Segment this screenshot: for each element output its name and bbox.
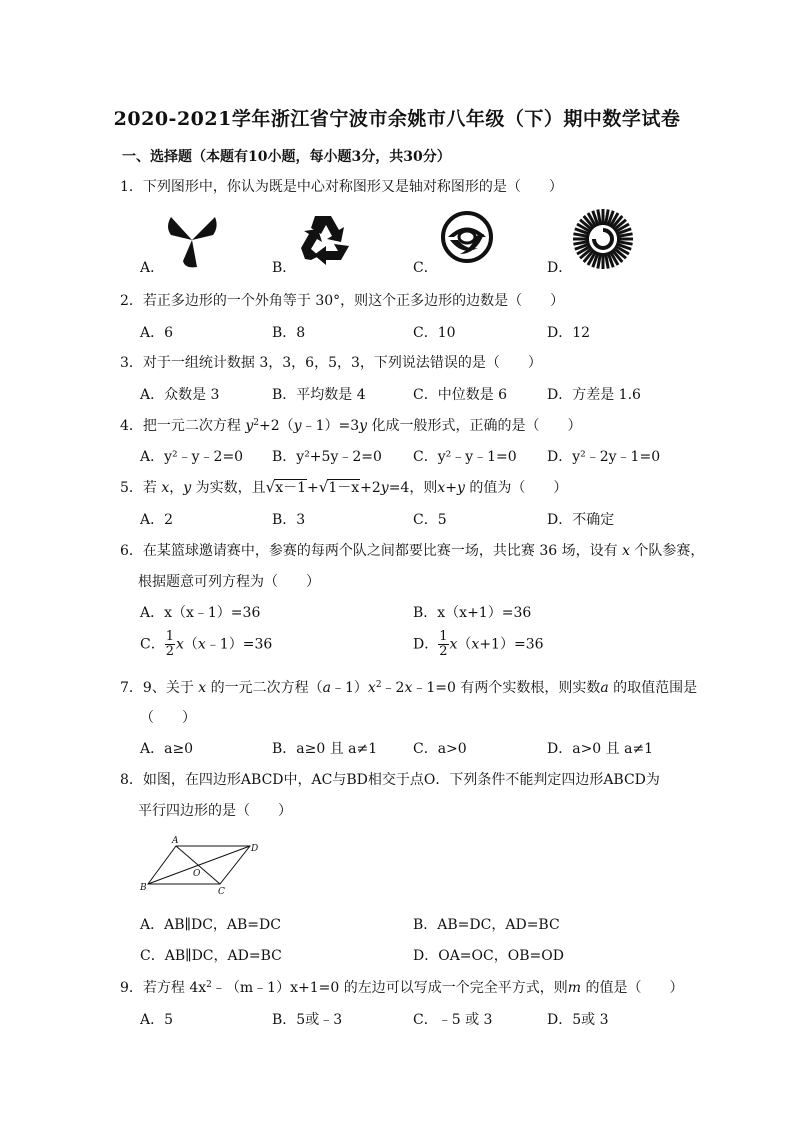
vertex-label-d: D	[251, 844, 259, 854]
question-8-line1: 8．如图，在四边形ABCD中，AC与BD相交于点O．下列条件不能判定四边形ABCD为	[120, 772, 660, 788]
q1-option-d-label: D．	[547, 260, 573, 276]
q6-option-c: C． $\frac{1}{2}$ x（x﹣1）=36	[140, 629, 273, 659]
circle-emblem-icon	[440, 210, 494, 264]
q6-option-b: B．x（x+1）=36	[413, 605, 532, 621]
q9-option-c: C．﹣5 或 3	[413, 1012, 493, 1028]
q1-option-c-label: C．	[413, 260, 438, 276]
recycle-arrows-icon	[297, 212, 353, 266]
question-8-line2: 平行四边形的是（ ）	[138, 803, 292, 819]
parallelogram-figure	[138, 834, 268, 896]
question-4-stem: 4．把一元二次方程 $y^2+2(y﹣1)=3y$ 化成一般形式，正确的是（ ）	[120, 418, 582, 434]
q2-option-a: A．6	[140, 325, 174, 341]
question-9-stem: 9．若方程 $4x^2﹣(m﹣1)x+1=0$ 的左边可以写成一个完全平方式，则m 的值是（ ）	[120, 980, 684, 996]
q8-option-b: B．AB=DC，AD=BC	[413, 917, 560, 933]
q8-option-a: A．AB∥DC，AB=DC	[140, 917, 281, 933]
q1-option-b-label: B．	[272, 260, 297, 276]
center-label-o: O	[193, 869, 201, 879]
question-6-line1: 6．在某篮球邀请赛中，参赛的每两个队之间都要比赛一场，共比赛 36 场，设有 x 个队参赛，	[120, 543, 705, 559]
q9-option-a: A．5	[140, 1012, 174, 1028]
q5-option-c: C．5	[413, 512, 447, 528]
question-7-line2: （ ）	[140, 710, 196, 726]
vertex-label-c: C	[218, 887, 225, 897]
q8-option-d: D．OA=OC，OB=OD	[413, 948, 564, 964]
q4-option-d: D．y²﹣2y﹣1=0	[547, 449, 661, 465]
q1-option-a-label: A．	[140, 260, 165, 276]
question-1-stem: 1．下列图形中，你认为既是中心对称图形又是轴对称图形的是（ ）	[120, 179, 563, 195]
q7-option-b: B．a≥0 且 a≠1	[272, 741, 378, 757]
page-title: 2020-2021学年浙江省宁波市余姚市八年级（下）期中数学试卷	[113, 108, 681, 130]
q7-option-c: C．a>0	[413, 741, 467, 757]
question-5-stem: 5．若 x，y 为实数，且√x－1+√1－x+2y=4，则x+y 的值为（ ）	[120, 478, 568, 496]
vertex-label-a: A	[172, 836, 179, 846]
q4-option-a: A．y²﹣y﹣2=0	[140, 449, 244, 465]
q2-option-d: D．12	[547, 325, 591, 341]
q4-option-c: C．y²﹣y﹣1=0	[413, 449, 517, 465]
question-6-line2: 根据题意可列方程为（ ）	[138, 574, 320, 590]
q5-option-d: D．不确定	[547, 512, 615, 528]
q6-option-d: D． $\frac{1}{2}$ x（x+1）=36	[413, 629, 544, 659]
q9-option-d: D．5或 3	[547, 1012, 609, 1028]
q5-option-a: A．2	[140, 512, 174, 528]
section-heading: 一、选择题（本题有10小题，每小题3分，共30分）	[122, 149, 451, 165]
q2-option-c: C．10	[413, 325, 456, 341]
q3-option-a: A．众数是 3	[140, 387, 220, 403]
q2-option-b: B．8	[272, 325, 306, 341]
sunburst-icon	[572, 208, 634, 270]
q8-option-c: C．AB∥DC，AD=BC	[140, 948, 282, 964]
pinwheel-icon	[163, 211, 221, 269]
question-2-stem: 2．若正多边形的一个外角等于 30°，则这个正多边形的边数是（ ）	[120, 293, 565, 309]
question-7-line1: 7．9、关于 x 的一元二次方程$(a﹣1)x^2﹣2x﹣1=0$ 有两个实数根，则实数a 的取值范围是	[120, 680, 698, 696]
question-3-stem: 3．对于一组统计数据 3，3，6，5，3，下列说法错误的是（ ）	[120, 355, 542, 371]
q3-option-d: D．方差是 1.6	[547, 387, 641, 403]
q3-option-c: C．中位数是 6	[413, 387, 508, 403]
q7-option-a: A．a≥0	[140, 741, 194, 757]
q9-option-b: B．5或﹣3	[272, 1012, 343, 1028]
q4-option-b: B．y²+5y﹣2=0	[272, 449, 382, 465]
q3-option-b: B．平均数是 4	[272, 387, 366, 403]
q6-option-a: A．x（x﹣1）=36	[140, 605, 261, 621]
q7-option-d: D．a>0 且 a≠1	[547, 741, 654, 757]
q5-option-b: B．3	[272, 512, 306, 528]
vertex-label-b: B	[140, 883, 147, 893]
